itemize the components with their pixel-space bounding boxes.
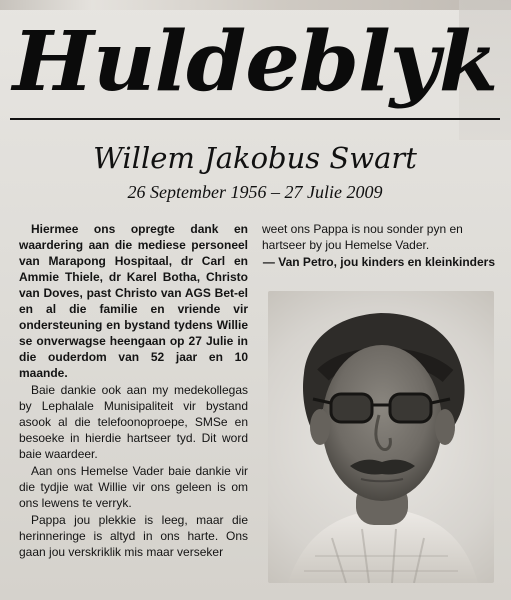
title-divider [10,118,500,120]
right-text-column [262,221,495,270]
signature: — Van Petro, jou kinders en kleinkinders [262,255,495,269]
left-text-column [19,221,248,587]
page-title: Huldeblyk [12,14,498,110]
paragraph-3: Aan ons Hemelse Vader baie dankie vir die tydjie wat Willie vir ons geleen is om ons lewens te verryk. [19,464,248,510]
paragraph-4: Pappa jou plekkie is leeg, maar die herinneringe is altyd in ons harte. Ons gaan jou verskriklik mis maar verseker [19,513,248,559]
top-bleed-strip [0,0,511,10]
masthead [12,14,498,118]
paragraph-2: Baie dankie ook aan my medekollegas by Lephalale Munisipaliteit vir bystand asook al die telefoonoproepe, SMSe en besoeke in hierdie hartseer tyd. Dit word baie waardeer. [19,383,248,461]
portrait-photo [268,291,494,583]
paragraph-5: weet ons Pappa is nou sonder pyn en hartseer by jou Hemelse Vader. [262,222,463,252]
life-dates: 26 September 1956 – 27 Julie 2009 [127,182,383,202]
paragraph-1: Hiermee ons opregte dank en waardering aan die mediese personeel van Marapong Hospitaal, dr Carl en Ammie Thiele, dr Karel Botha, Christo van Doves, past Christo van AGS Bet-el en al die familie en vriende vir ondersteuning en bystand tydens Willie se onverwagse heengaan op 27 Julie in die ouderdom van 52 jaar en 10 maande. [19,222,248,380]
deceased-name: Willem Jakobus Swart [93,141,417,175]
